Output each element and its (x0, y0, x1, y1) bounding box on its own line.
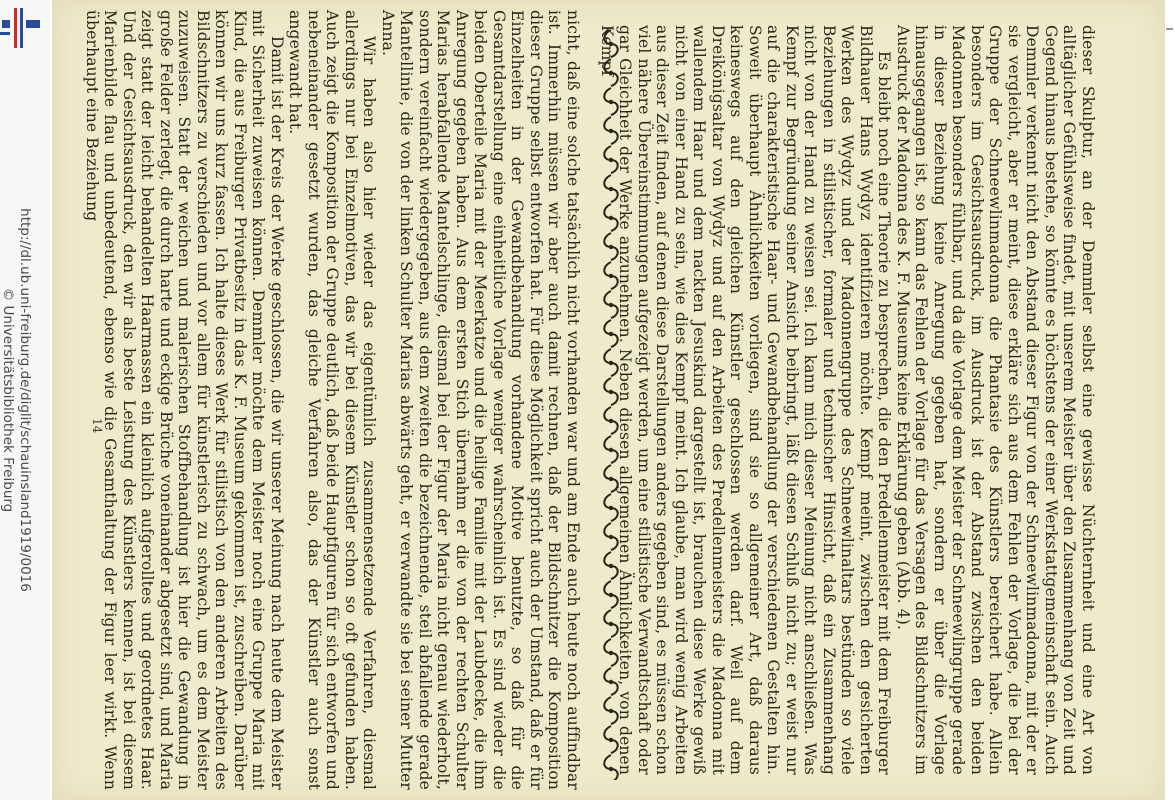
paragraph: Damit ist der Kreis der Werke geschlossen, die wir unserer Meinung nach heute dem Meister mit Sicherheit zuweisen können. Demmler möchte dem Meister noch eine Gruppe Maria mit Kind, die aus Freiburger Privatbesitz in das K. F. Museum gekommen ist, zuschreiben. Darüber können wir uns kurz fassen. Ich halte dieses Werk für stilistisch von den anderen Arbeiten des Bildschnitzers zu verschieden und vor allem für künstlerisch zu schwach, um es dem Meister zuzuweisen. Statt der weichen und malerischen Stoffbehandlung ist hier die Gewandung in große Felder zerlegt, die durch harte und eckige Brüche voneinander abgesetzt sind, und Maria zeigt statt der leicht behandelten Haarmassen ein kleinlich aufgerolltes und geordnetes Haar. Und der Gesichtsausdruck, den wir als beste Leistung des Künstlers kennen, ist bei diesem Marienbilde flau und unbedeutend, ebenso wie die Gesamthaltung der Figur leer wirkt. Wenn überhaupt eine Beziehung (83, 10, 286, 790)
copyright-label: © Universitätsbibliothek Freiburg (0, 287, 16, 513)
paragraph: Wir haben also hier wieder das eigentümlich zusammensetzende Verfahren, diesmal allerdings nur bei Einzelmotiven, das wir bei diesem Künstler schon so oft gefunden haben. Auch zeigt die Komposition der Gruppe deutlich, daß beide Hauptfiguren für sich entworfen und nebeneinander gesetzt wurden, das gleiche Verfahren also, das der Künstler auch sonst angewandt hat. (286, 10, 379, 790)
source-url-label[interactable]: http://dl.ub.uni-freiburg.de/diglit/schauinsland1919/0016 (17, 208, 33, 592)
lower-column-region (598, 25, 1097, 775)
page-number: 14 (90, 418, 104, 434)
paragraph: Es bleibt noch eine Theorie zu besprechen, die den Predellenmeister mit dem Freiburger Bildhauer Hans Wydyz identifizieren möchte. Kempf meint, zwischen den gesicherten Werken des Wydyz und der Madonnengruppe des Schneewlinaltars bestünden so viele Beziehungen in stilistischer, formaler und technischer Hinsicht, daß ein Zusammenhang nicht von der Hand zu weisen sei. Ich kann mich dieser Meinung nicht anschließen. Was Kempf zur Begründung seiner Ansicht beibringt, läßt diesen Schluß nicht zu; er weist nur auf die charakteristische Haar- und Gewandbehandlung der verschiedenen Gestalten hin. Soweit überhaupt Ähnlichkeiten vorliegen, sind sie so allgemeiner Art, daß daraus keineswegs auf den gleichen Künstler geschlossen werden darf. Weil auf dem Dreikönigsaltar von Wydyz und auf den Arbeiten des Predellenmeisters die Madonna mit wallendem Haar und dem nackten Jesuskind dargestellt ist, brauchen diese Werke gewiß nicht von einer Hand zu sein, wie dies Kempf meint. Ich glaube, man wird wenig Arbeiten aus dieser Zeit finden, auf denen diese Darstellungen anders gegeben sind, es müssen schon viel nähere Übereinstimmungen aufgezeigt werden, um eine stilistische Verwandtschaft oder gar Gleichheit der Werke anzunehmen. Neben diesen allgemeinen Ähnlichkeiten, von denen Kempf (598, 25, 894, 775)
right-gutter (1165, 0, 1175, 800)
scanned-page (52, 0, 1165, 800)
viewer-sidebar (0, 0, 50, 800)
edge-mark (1166, 28, 1173, 30)
paragraph: dieser Skulptur, an der Demmler selbst eine gewisse Nüchternheit und eine Art von alltäglicher Gefühlsweise findet, mit unserem Meister über den Zusammenhang von Zeit und Gegend hinaus bestehe, so könnte es höchstens der einer Werkstattgemeinschaft sein. Auch Demmler verkennt nicht den Abstand dieser Figur von der Schneewlinmadonna, mit der er sie vergleicht, aber er meint, diese erkläre sich aus dem Fehlen der Vorlage, die bei der Gruppe der Schneewlinmadonna die Phantasie des Künstlers bereichert habe. Allein besonders im Gesichtsausdruck, im Ausdruck ist der Abstand zwischen den beiden Madonnen besonders fühlbar, und da die Vorlage dem Meister der Schneewlingruppe gerade in dieser Beziehung keine Anregung gegeben hat, sondern er über die Vorlage hinausgegangen ist, so kann das Fehlen der Vorlage für das Versagen des Bildschnitzers im Ausdruck der Madonna des K. F. Museums keine Erklärung geben (Abb. 4). (894, 25, 1097, 775)
paragraph: nicht, daß eine solche tatsächlich nicht vorhanden war und am Ende auch heute noch auffindbar ist. Immerhin müssen wir aber auch damit rechnen, daß der Bildschnitzer die Komposition dieser Gruppe selbst entworfen hat. Für diese Möglichkeit spricht auch der Umstand, daß er für Einzelheiten in der Gewandbehandlung vorhandene Motive benutzte, so daß für die Gesamtdarstellung eine einheitliche Vorlage weniger wahrscheinlich ist. Es sind wieder die beiden Oberteile Maria mit der Meerkatze und die heilige Familie mit der Laubdecke, die ihm Anregung gegeben haben. Aus dem ersten Stich übernahm er die von der rechten Schulter Marias herabfallende Mantelschlinge, diesmal bei der Figur der Maria nicht genau wiederholt, sondern vereinfacht wiedergegeben, aus dem zweiten die bezeichnende, steil abfallende gerade Mantellinie, die von der linken Schulter Marias abwärts geht, er verwandte sie bei seiner Mutter Anna. (379, 10, 582, 790)
lower-text-column (598, 25, 1097, 775)
library-logo-icon (0, 6, 42, 50)
